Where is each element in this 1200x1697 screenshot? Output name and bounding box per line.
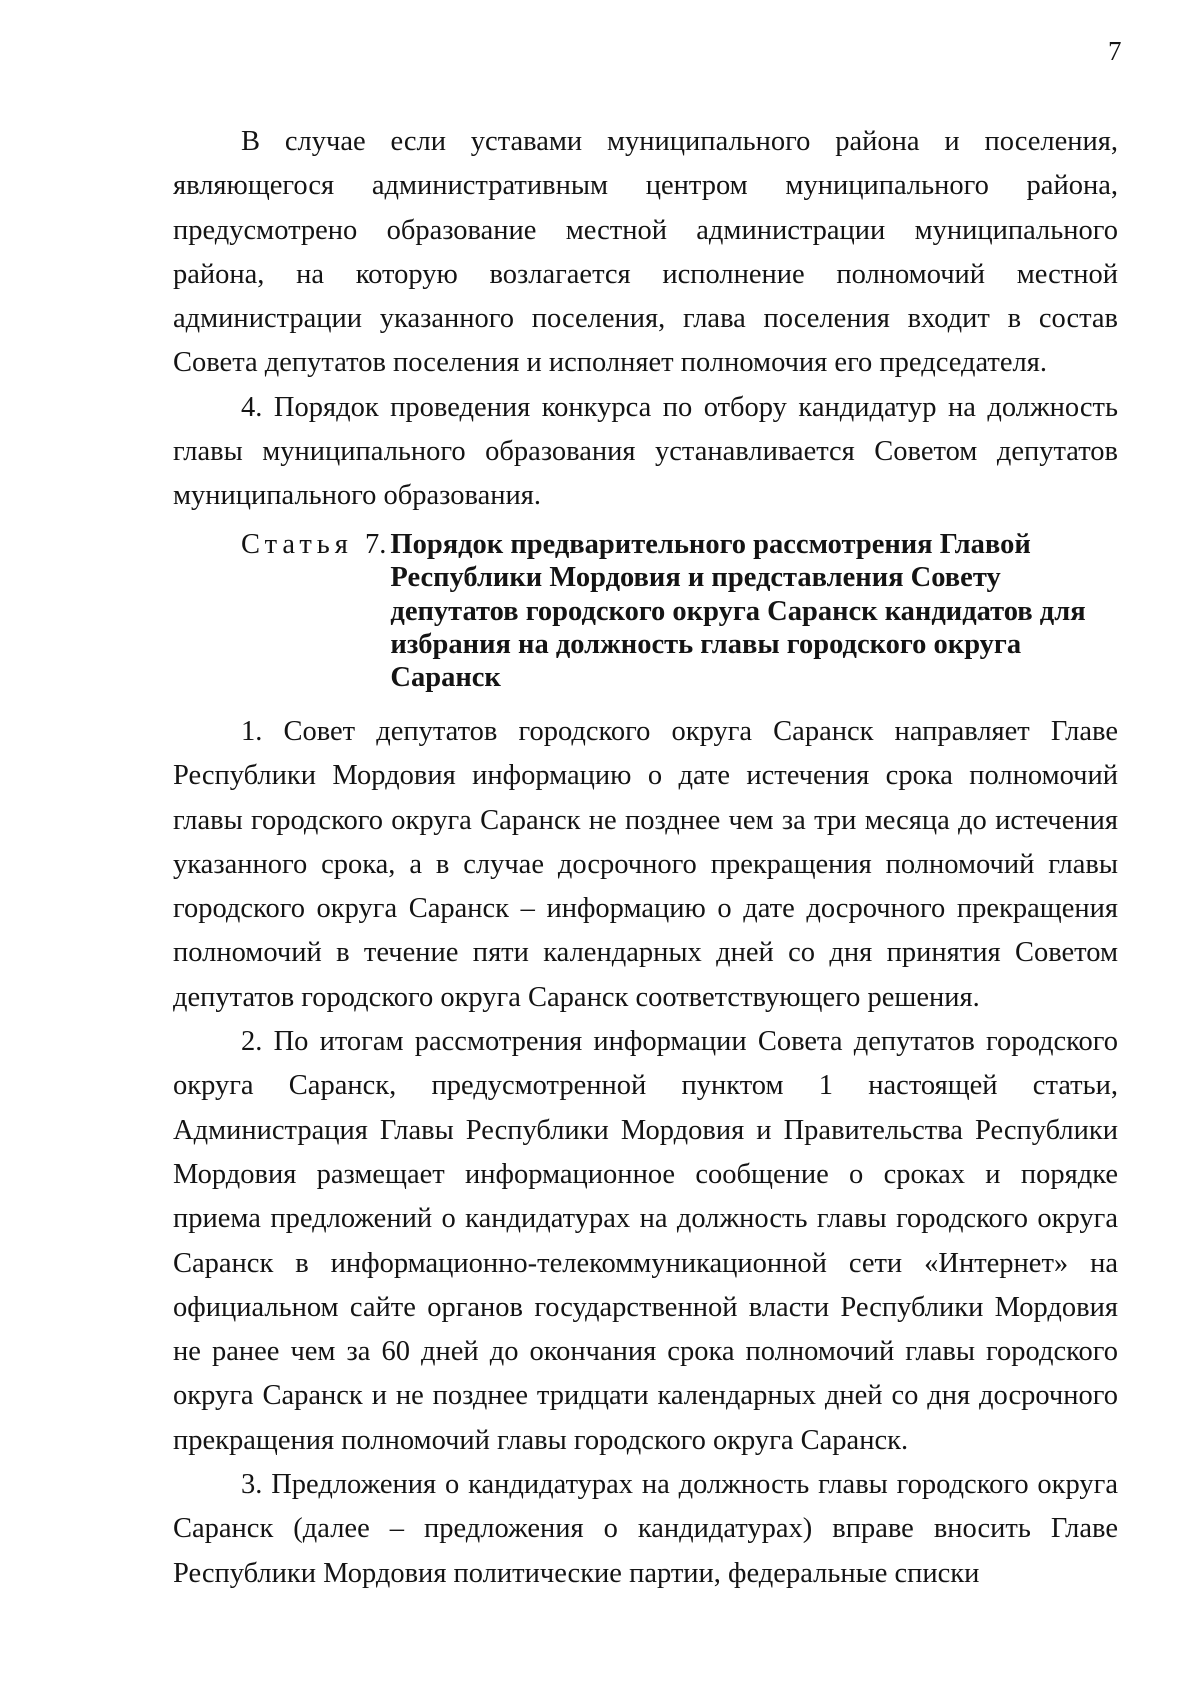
document-body-bottom bbox=[173, 710, 1118, 1596]
paragraph-item-1: 1. Совет депутатов городского округа Саранск направляет Главе Республики Мордовия информацию о дате истечения срока полномочий главы городского округа Саранск не позднее чем за три месяца до истечения указанного срока, а в случае досрочного прекращения полномочий главы городского округа Саранск – информацию о дате досрочного прекращения полномочий в течение пяти календарных дней со дня принятия Советом депутатов городского округа Саранск соответствующего решения. bbox=[173, 716, 1118, 1013]
article-label-number: 7. bbox=[365, 529, 387, 560]
page-number: 7 bbox=[1108, 36, 1122, 66]
article-label-word: Статья bbox=[241, 529, 353, 560]
paragraph-item-3: 3. Предложения о кандидатурах на должность главы городского округа Саранск (далее – предложения о кандидатурах) вправе вносить Главе Республики Мордовия политические партии, федеральные списки bbox=[173, 1469, 1118, 1589]
article-title: Порядок предварительного рассмотрения Главой Республики Мордовия и представления Совету депутатов городского округа Саранск кандидатов для избрания на должность главы городского округа Саранск bbox=[390, 529, 1086, 694]
paragraph-contest-procedure: 4. Порядок проведения конкурса по отбору кандидатур на должность главы муниципального образования устанавливается Советом депутатов муниципального образования. bbox=[173, 391, 1118, 512]
paragraph-item-2: 2. По итогам рассмотрения информации Совета депутатов городского округа Саранск, предусмотренной пунктом 1 настоящей статьи, Администрация Главы Республики Мордовия и Правительства Республики Мордовия размещает информационное сообщение о сроках и порядке приема предложений о кандидатурах на должность главы городского округа Саранск в информационно-телекоммуникационной сети «Интернет» на официальном сайте органов государственной власти Республики Мордовия не ранее чем за 60 дней до окончания срока полномочий главы городского округа Саранск и не позднее тридцати календарных дней со дня досрочного прекращения полномочий главы городского округа Саранск. bbox=[173, 1026, 1118, 1456]
paragraph-settlement-head: В случае если уставами муниципального района и поселения, являющегося административным центром муниципального района, предусмотрено образование местной администрации муниципального района, на которую возлагается исполнение полномочий местной администрации указанного поселения, глава поселения входит в состав Совета депутатов поселения и исполняет полномочия его председателя. bbox=[173, 126, 1118, 379]
article-label bbox=[241, 528, 390, 694]
article-heading bbox=[241, 528, 1121, 694]
document-body-top bbox=[173, 120, 1118, 519]
